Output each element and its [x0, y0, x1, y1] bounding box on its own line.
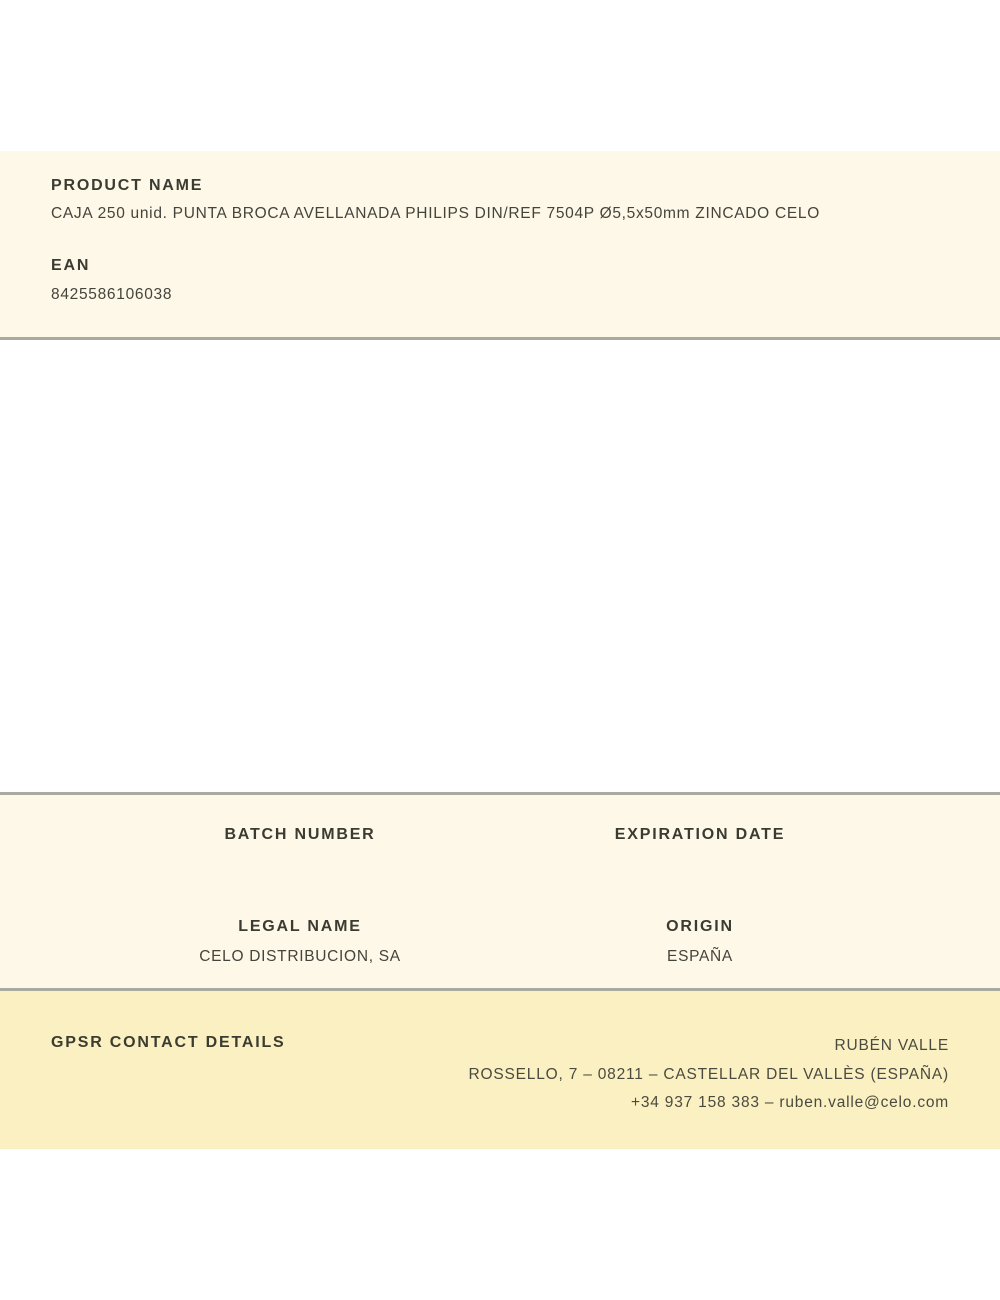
details-right-column: [500, 826, 900, 988]
spacer: [100, 844, 500, 918]
expiration-date-label: EXPIRATION DATE: [614, 826, 786, 843]
gpsr-contact-heading: GPSR CONTACT DETAILS: [51, 1034, 286, 1051]
product-name-label: PRODUCT NAME: [51, 177, 204, 194]
origin-value: ESPAÑA: [667, 948, 733, 965]
origin-label: ORIGIN: [666, 918, 734, 935]
batch-number-label: BATCH NUMBER: [224, 826, 376, 843]
product-name-value: CAJA 250 unid. PUNTA BROCA AVELLANADA PHILIPS DIN/REF 7504P Ø5,5x50mm ZINCADO CELO: [51, 205, 820, 222]
contact-name: RUBÉN VALLE: [834, 1037, 949, 1054]
details-left-column: [100, 826, 500, 988]
gpsr-contact-section: [0, 991, 1000, 1149]
gpsr-contact-block: [469, 1032, 949, 1118]
spacer: [500, 844, 900, 918]
contact-phone-email: +34 937 158 383 – ruben.valle@celo.com: [630, 1094, 949, 1111]
product-info-section: [0, 151, 1000, 340]
ean-value: 8425586106038: [51, 286, 173, 303]
contact-address: ROSSELLO, 7 – 08211 – CASTELLAR DEL VALLÈS (ESPAÑA): [468, 1065, 949, 1083]
legal-name-value: CELO DISTRIBUCION, SA: [199, 948, 401, 965]
product-details-section: [0, 792, 1000, 991]
ean-label: EAN: [51, 257, 91, 274]
legal-name-label: LEGAL NAME: [238, 918, 362, 935]
